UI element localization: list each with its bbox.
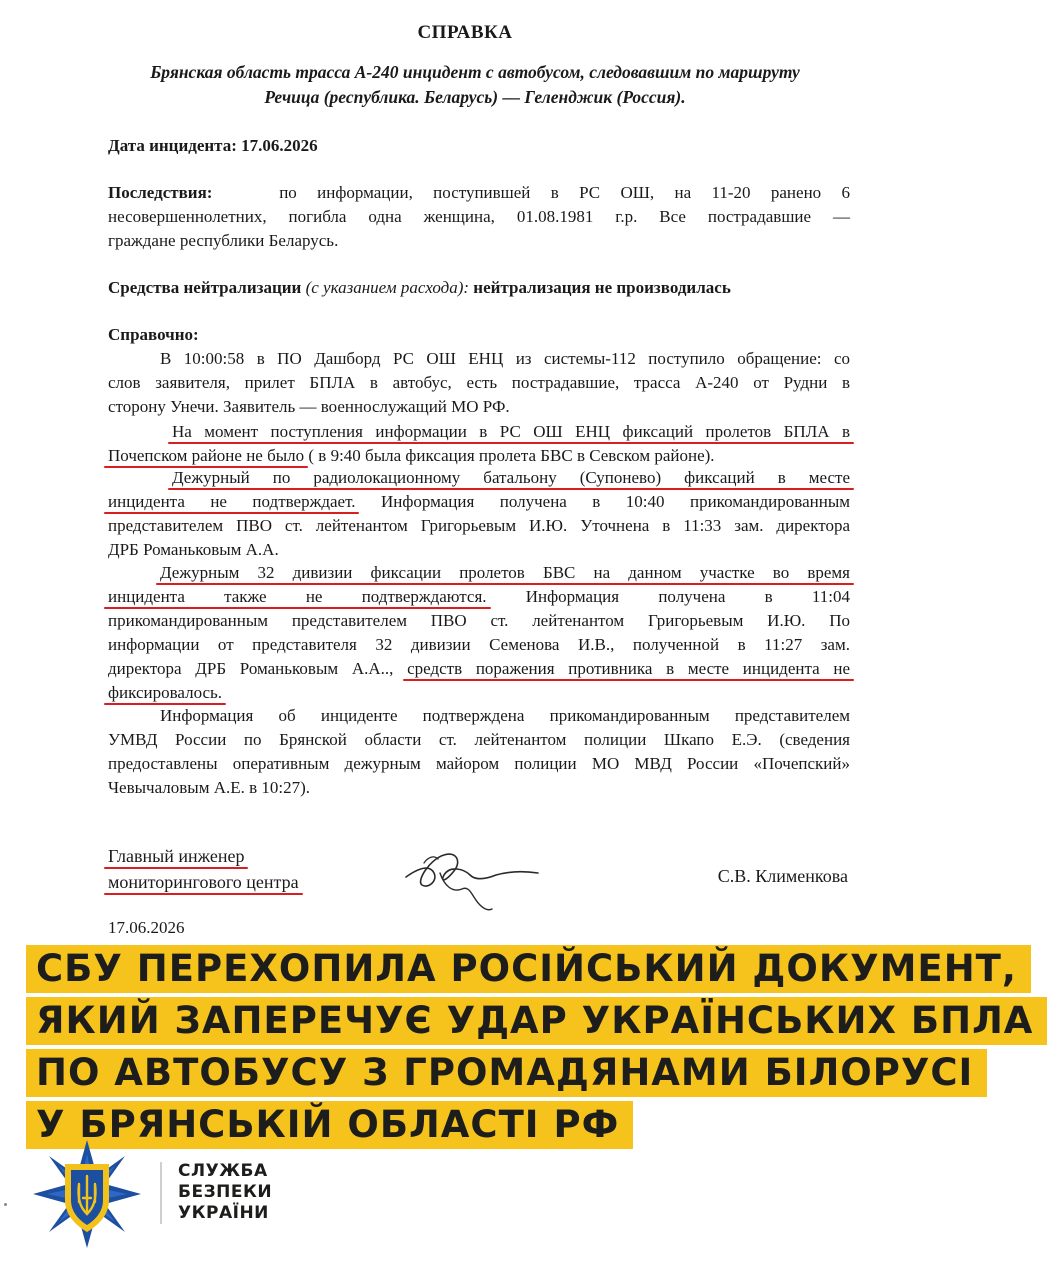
incident-date-row <box>108 134 850 158</box>
p5-line-1: Информация об инциденте подтверждена прикомандированным представителем <box>160 706 850 725</box>
p4-underlined-4: фиксировалось. <box>108 683 223 702</box>
p2-underlined-2: Почепском районе не было <box>108 446 305 465</box>
neutralization-note: (с указанием расхода): <box>305 278 470 297</box>
p5-line-3: предоставлены оперативным дежурным майором полиции МО МВД России «Почепский» <box>108 754 850 773</box>
headline-line-4: У БРЯНСЬКІЙ ОБЛАСТІ РФ <box>26 1101 633 1149</box>
document-subtitle <box>100 60 850 110</box>
consequences-line-3: граждане республики Беларусь. <box>108 231 339 250</box>
p4-underlined-1: Дежурным 32 дивизии фиксации пролетов БВС на данном участке во время <box>160 563 850 582</box>
incident-date-value: 17.06.2026 <box>241 136 318 155</box>
brand-wordmark <box>178 1161 272 1224</box>
neutralization-value: нейтрализация не производилась <box>473 278 731 297</box>
p3-line-4: ДРБ Романьковым А.А. <box>108 540 279 559</box>
reference-label: Справочно: <box>108 325 199 344</box>
p1-line-2: слов заявителя, прилет БПЛА в автобус, есть пострадавшие, трасса А-240 от Рудни в <box>108 373 850 392</box>
p2-line-2-rest: ( в 9:40 была фиксация пролета БВС в Севском районе). <box>308 446 715 465</box>
p2-line-2 <box>108 444 850 468</box>
consequences-text-1: по информации, поступившей в РС ОШ, на 11-20 ранено 6 <box>279 183 851 202</box>
consequences-line-1 <box>108 181 850 205</box>
document-footer-date: 17.06.2026 <box>108 918 185 937</box>
scan-speck <box>4 1203 7 1206</box>
sbu-emblem-icon <box>32 1138 142 1250</box>
headline-line-1: СБУ ПЕРЕХОПИЛА РОСІЙСЬКИЙ ДОКУМЕНТ, <box>26 945 1031 993</box>
incident-date-label: Дата инцидента: <box>108 136 237 155</box>
p3-line-1 <box>172 466 850 490</box>
consequences-label: Последствия: <box>108 183 213 202</box>
headline-block <box>26 945 1047 1153</box>
headline-line-3: ПО АВТОБУСУ З ГРОМАДЯНАМИ БІЛОРУСІ <box>26 1049 987 1097</box>
p4-line-2-rest: Информация получена в 11:04 <box>525 587 850 606</box>
p4-line-3: прикомандированным представителем ПВО ст. лейтенантом Григорьевым И.Ю. По <box>108 611 850 630</box>
brand-line-1: СЛУЖБА <box>178 1161 268 1181</box>
p4-underlined-3: средств поражения противника в месте инцидента не <box>407 659 851 678</box>
subtitle-line-2: Речица (республика. Беларусь) — Геленджик (Россия). <box>264 87 686 107</box>
p5-line-4: Чевычаловым А.Е. в 10:27). <box>108 778 311 797</box>
p4-line-2 <box>108 585 850 609</box>
signer-name: С.В. Клименкова <box>717 866 848 886</box>
p1-line-3: сторону Унечи. Заявитель — военнослужащий МО РФ. <box>108 397 510 416</box>
brand-divider <box>160 1162 162 1224</box>
consequences-line-2: несовершеннолетних, погибла одна женщина, 01.08.1981 г.р. Все пострадавшие — <box>108 207 850 226</box>
document-title: СПРАВКА <box>417 22 513 43</box>
neutralization-label: Средства нейтрализации <box>108 278 302 297</box>
p3-line-3: представителем ПВО ст. лейтенантом Григорьевым И.Ю. Уточнена в 11:33 зам. директора <box>108 516 850 535</box>
p1-line-1: В 10:00:58 в ПО Дашборд РС ОШ ЕНЦ из системы-112 поступило обращение: со <box>160 349 850 368</box>
p4-line-6 <box>108 681 850 705</box>
brand-line-2: БЕЗПЕКИ <box>178 1182 273 1202</box>
p2-line-1 <box>172 420 850 444</box>
p4-line-5 <box>108 657 850 681</box>
p4-line-1 <box>160 561 850 585</box>
p4-underlined-2: инцидента также не подтверждаются. <box>108 587 487 606</box>
p4-line-4: информации от представителя 32 дивизии Семенова И.В., полученной в 11:27 зам. <box>108 635 850 654</box>
p3-line-2 <box>108 490 850 514</box>
brand-line-3: УКРАЇНИ <box>178 1203 269 1223</box>
signer-title-line-2: мониторингового центра <box>108 872 299 892</box>
neutralization-row <box>108 276 850 300</box>
signer-title-line-1: Главный инженер <box>108 846 245 866</box>
headline-line-2: ЯКИЙ ЗАПЕРЕЧУЄ УДАР УКРАЇНСЬКИХ БПЛА <box>26 997 1047 1045</box>
p4-line-5-start: директора ДРБ Романьковым А.А.., <box>108 659 394 678</box>
p3-underlined-1: Дежурный по радиолокационному батальону (Супонево) фиксаций в месте <box>172 468 850 487</box>
p2-underlined-1: На момент поступления информации в РС ОШ ЕНЦ фиксаций пролетов БПЛА в <box>172 422 850 441</box>
handwritten-signature <box>400 845 550 915</box>
p5-line-2: УМВД России по Брянской области ст. лейтенантом полиции Шкапо Е.Э. (сведения <box>108 730 850 749</box>
subtitle-line-1: Брянская область трасса А-240 инцидент с автобусом, следовавшим по маршруту <box>150 62 800 82</box>
p3-line-2-rest: Информация получена в 10:40 прикомандированным <box>380 492 851 511</box>
p3-underlined-2: инцидента не подтверждает. <box>108 492 356 511</box>
